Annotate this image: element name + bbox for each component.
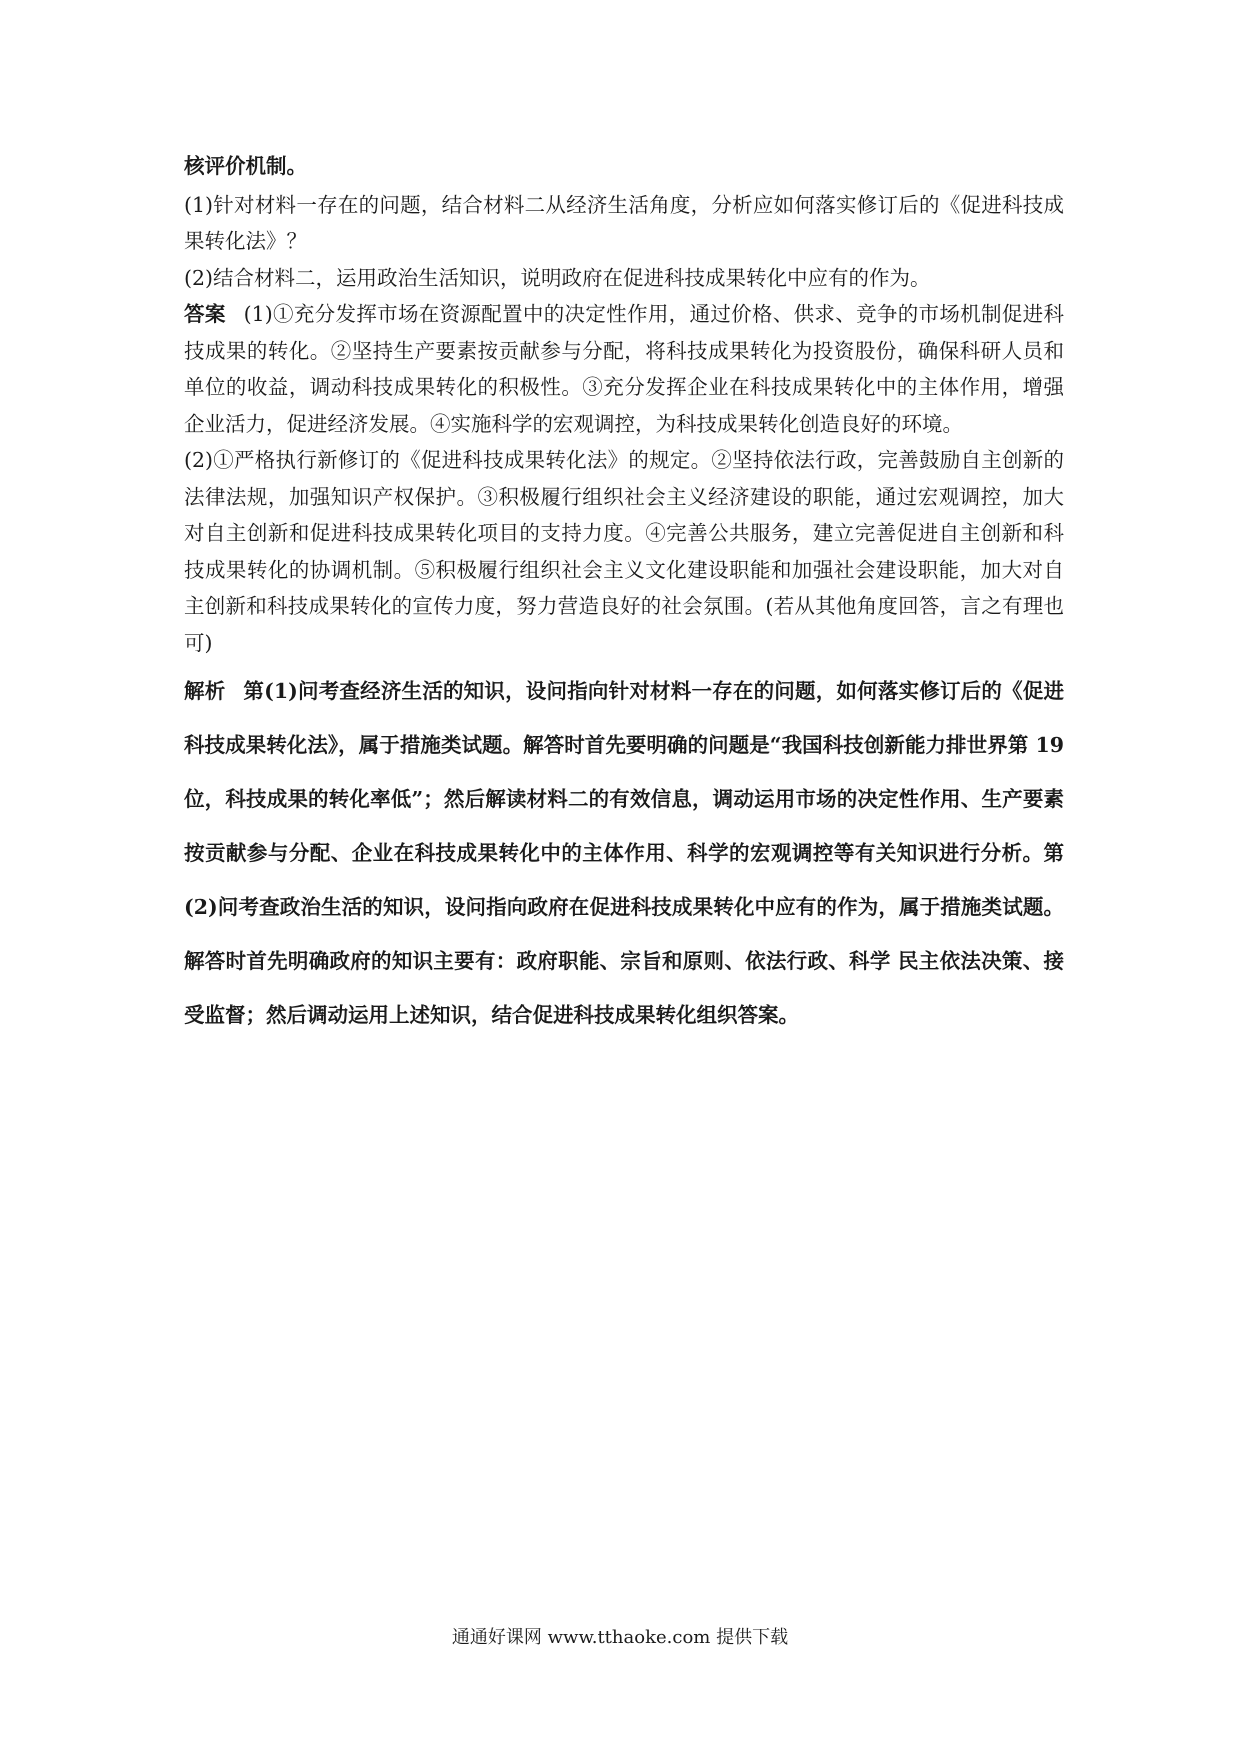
analysis-label: 解析 (184, 679, 226, 703)
continuation-text: 核评价机制。 (184, 154, 307, 178)
answer-2-paragraph: (2)①严格执行新修订的《促进科技成果转化法》的规定。②坚持依法行政，完善鼓励自主创新的法律法规，加强知识产权保护。③积极履行组织社会主义经济建设的职能，通过宏观调控，加大对自主创新和促进科技成果转化项目的支持力度。④完善公共服务，建立完善促进自主创新和科技成果转化的协调机制。⑤积极履行组织社会主义文化建设职能和加强社会建设职能，加大对自主创新和科技成果转化的宣传力度，努力营造良好的社会氛围。(若从其他角度回答，言之有理也可) (184, 448, 1064, 655)
question-1: (1)针对材料一存在的问题，结合材料二从经济生活角度，分析应如何落实修订后的《促进科技成果转化法》？ (184, 192, 1064, 253)
answer-1-text: (1)①充分发挥市场在资源配置中的决定性作用，通过价格、供求、竞争的市场机制促进科技成果的转化。②坚持生产要素按贡献参与分配，将科技成果转化为投资股份，确保科研人员和单位的收益，调动科技成果转化的积极性。③充分发挥企业在科技成果转化中的主体作用，增强企业活力，促进经济发展。④实施科学的宏观调控，为科技成果转化创造良好的环境。 (184, 302, 1064, 436)
analysis-paragraph (184, 664, 1064, 1042)
page-footer: 通通好课网 www.tthaoke.com 提供下载 (451, 1627, 789, 1648)
analysis-text: 第(1)问考查经济生活的知识，设问指向针对材料一存在的问题，如何落实修订后的《促进科技成果转化法》，属于措施类试题。解答时首先要明确的问题是“我国科技创新能力排世界第 19 位，科技成果的转化率低”；然后解读材料二的有效信息，调动运用市场的决定性作用、生产要素按贡献参与分配、企业在科技成果转化中的主体作用、科学的宏观调控等有关知识进行分析。第(2)问考查政治生活的知识，设问指向政府在促进科技成果转化中应有的作为，属于措施类试题。解答时首先明确政府的知识主要有：政府职能、宗旨和原则、依法行政、科学 民主依法决策、接受监督；然后调动运用上述知识，结合促进科技成果转化组织答案。 (184, 679, 1064, 1027)
question-2: (2)结合材料二，运用政治生活知识，说明政府在促进科技成果转化中应有的作为。 (184, 265, 931, 290)
document-body (184, 148, 1064, 1042)
answer-1-paragraph (184, 296, 1064, 442)
answer-label: 答案 (184, 302, 226, 326)
